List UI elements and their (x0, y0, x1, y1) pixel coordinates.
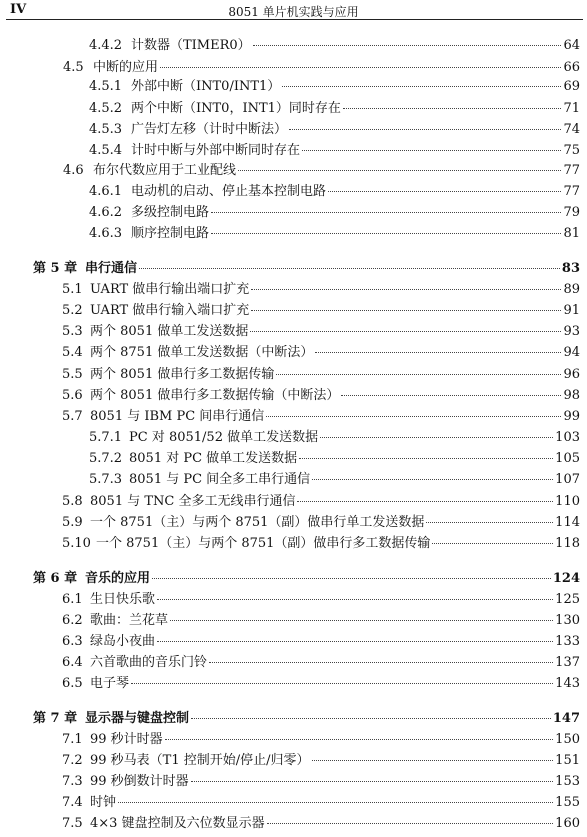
dot-leader (191, 781, 553, 782)
dot-leader (131, 683, 553, 684)
page-ref: 81 (563, 226, 580, 241)
section-title: 生日快乐歌 (90, 592, 156, 607)
toc-entry (89, 78, 580, 96)
toc-entry (62, 514, 580, 532)
section-number: 5.9 (62, 515, 83, 530)
toc-entry (89, 450, 580, 468)
section-number: 5.2 (62, 303, 83, 318)
toc-entry (89, 429, 580, 447)
page-ref: 130 (555, 613, 580, 628)
chapter-entry (33, 710, 580, 728)
section-title: 顺序控制电路 (131, 226, 210, 241)
section-title: 布尔代数应用于工业配线 (93, 163, 237, 178)
page-ref: 64 (563, 38, 580, 53)
chapter-entry (33, 260, 580, 278)
section-number: 4.5.2 (89, 101, 123, 116)
toc-entry (62, 344, 580, 362)
page-ref: 69 (563, 79, 580, 94)
page-ref: 93 (563, 324, 580, 339)
page-ref: 151 (555, 753, 580, 768)
section-number: 5.7.3 (89, 472, 123, 487)
toc-entry (62, 281, 580, 299)
page-ref: 125 (555, 592, 580, 607)
page-ref: 96 (563, 367, 580, 382)
section-title: 两个 8051 做单工发送数据 (90, 324, 249, 339)
section-title: 多级控制电路 (131, 205, 210, 220)
section-title: 外部中断（INT0/INT1） (131, 79, 281, 94)
toc-entry (89, 204, 580, 222)
section-number: 5.1 (62, 282, 83, 297)
dot-leader (426, 522, 553, 523)
section-title: 99 秒计时器 (90, 732, 163, 747)
section-number: 第 6 章 (33, 571, 78, 586)
section-number: 7.3 (62, 774, 83, 789)
dot-leader (157, 641, 553, 642)
dot-leader (312, 760, 554, 761)
section-number: 4.6.3 (89, 226, 123, 241)
page-number: IV (10, 2, 27, 17)
dot-leader (320, 437, 553, 438)
toc-entry (62, 408, 580, 426)
section-number: 5.4 (62, 345, 83, 360)
toc-entry (62, 612, 580, 630)
dot-leader (341, 395, 561, 396)
section-title: 两个 8051 做串行多工数据传输（中断法） (90, 388, 340, 403)
page-ref: 110 (555, 494, 580, 509)
dot-leader (315, 352, 561, 353)
dot-leader (266, 416, 561, 417)
toc-entry (62, 675, 580, 693)
section-title: 4×3 键盘控制及六位数显示器 (90, 816, 265, 831)
toc-entry (62, 654, 580, 672)
toc-entry (89, 183, 580, 201)
section-number: 4.6.2 (89, 205, 123, 220)
section-number: 6.2 (62, 613, 83, 628)
section-title: 8051 与 PC 间全多工串行通信 (129, 472, 311, 487)
page-ref: 118 (555, 536, 580, 551)
dot-leader (139, 268, 560, 269)
section-title: 绿岛小夜曲 (90, 634, 156, 649)
section-number: 6.5 (62, 676, 83, 691)
toc-entry (62, 752, 580, 770)
section-number: 6.4 (62, 655, 83, 670)
dot-leader (157, 599, 553, 600)
page-ref: 147 (552, 711, 580, 726)
section-title: 六首歌曲的音乐门铃 (90, 655, 208, 670)
section-number: 5.3 (62, 324, 83, 339)
toc-entry (62, 815, 580, 833)
section-number: 7.4 (62, 795, 83, 810)
dot-leader (211, 212, 561, 213)
section-title: 串行通信 (85, 261, 138, 276)
dot-leader (118, 802, 553, 803)
section-title: 99 秒倒数计时器 (90, 774, 189, 789)
toc-entry (89, 142, 580, 160)
dot-leader (160, 67, 561, 68)
toc-entry (62, 366, 580, 384)
dot-leader (251, 289, 561, 290)
section-title: 广告灯左移（计时中断法） (131, 122, 288, 137)
section-number: 第 7 章 (33, 711, 78, 726)
page-ref: 71 (563, 101, 580, 116)
section-title: 8051 与 IBM PC 间串行通信 (90, 409, 265, 424)
section-title: UART 做串行输入端口扩充 (90, 303, 250, 318)
section-number: 5.10 (62, 536, 91, 551)
toc-entry (62, 794, 580, 812)
toc-entry (62, 493, 580, 511)
toc-entry (62, 731, 580, 749)
section-number: 5.5 (62, 367, 83, 382)
dot-leader (211, 233, 561, 234)
toc-entry (63, 59, 580, 77)
page-ref: 74 (563, 122, 580, 137)
page-ref: 83 (561, 261, 580, 276)
page-ref: 155 (555, 795, 580, 810)
page-header (0, 0, 587, 22)
dot-leader (299, 458, 553, 459)
section-title: 电子琴 (90, 676, 130, 691)
section-title: 歌曲：兰花草 (90, 613, 169, 628)
section-number: 5.7 (62, 409, 83, 424)
dot-leader (328, 191, 561, 192)
section-number: 4.6 (63, 163, 84, 178)
section-number: 4.6.1 (89, 184, 123, 199)
section-title: 两个 8051 做串行多工数据传输 (90, 367, 275, 382)
page-ref: 143 (555, 676, 580, 691)
toc-entry (63, 162, 580, 180)
toc-entry (89, 225, 580, 243)
toc-entry (62, 591, 580, 609)
page-ref: 91 (563, 303, 580, 318)
section-number: 5.8 (62, 494, 83, 509)
page-ref: 98 (563, 388, 580, 403)
toc-entry (62, 323, 580, 341)
page-ref: 75 (563, 143, 580, 158)
dot-leader (312, 479, 553, 480)
dot-leader (289, 129, 561, 130)
dot-leader (253, 45, 562, 46)
page-ref: 79 (563, 205, 580, 220)
page-ref: 153 (555, 774, 580, 789)
running-title: 8051 单片机实践与应用 (228, 5, 359, 19)
header-rule (6, 19, 583, 20)
dot-leader (209, 662, 553, 663)
section-number: 5.6 (62, 388, 83, 403)
toc-entry (89, 471, 580, 489)
page-ref: 133 (555, 634, 580, 649)
dot-leader (276, 374, 561, 375)
toc-entry (62, 535, 580, 553)
page-ref: 66 (563, 60, 580, 75)
page-ref: 105 (555, 451, 580, 466)
section-title: 时钟 (90, 795, 117, 810)
section-number: 5.7.2 (89, 451, 123, 466)
section-title: 显示器与键盘控制 (85, 711, 190, 726)
dot-leader (282, 86, 561, 87)
page-ref: 114 (555, 515, 580, 530)
section-number: 7.1 (62, 732, 83, 747)
page-ref: 77 (563, 163, 580, 178)
section-number: 4.5.3 (89, 122, 123, 137)
section-title: 计时中断与外部中断同时存在 (131, 143, 301, 158)
section-title: 两个中断（INT0，INT1）同时存在 (131, 101, 341, 116)
page-ref: 137 (555, 655, 580, 670)
dot-leader (267, 823, 554, 824)
toc-entry (62, 633, 580, 651)
section-title: 计数器（TIMER0） (131, 38, 251, 53)
dot-leader (297, 501, 553, 502)
section-number: 4.4.2 (89, 38, 123, 53)
chapter-entry (33, 570, 580, 588)
page-ref: 89 (563, 282, 580, 297)
section-number: 6.3 (62, 634, 83, 649)
dot-leader (170, 620, 553, 621)
section-title: UART 做串行输出端口扩充 (90, 282, 250, 297)
dot-leader (432, 543, 553, 544)
page-ref: 160 (555, 816, 580, 831)
page-ref: 77 (563, 184, 580, 199)
toc-entry (62, 302, 580, 320)
dot-leader (343, 108, 562, 109)
section-title: 音乐的应用 (85, 571, 151, 586)
section-title: 电动机的启动、停止基本控制电路 (131, 184, 327, 199)
section-title: 两个 8751 做单工发送数据（中断法） (90, 345, 314, 360)
toc-entry (89, 100, 580, 118)
page-ref: 107 (555, 472, 580, 487)
section-number: 7.5 (62, 816, 83, 831)
section-title: 中断的应用 (93, 60, 159, 75)
section-title: 8051 与 TNC 全多工无线串行通信 (90, 494, 296, 509)
toc-entry (89, 121, 580, 139)
section-number: 5.7.1 (89, 430, 123, 445)
page-ref: 150 (555, 732, 580, 747)
dot-leader (250, 331, 561, 332)
page-ref: 103 (555, 430, 580, 445)
section-title: PC 对 8051/52 做单工发送数据 (129, 430, 319, 445)
dot-leader (191, 718, 551, 719)
dot-leader (152, 578, 551, 579)
dot-leader (251, 310, 561, 311)
page-ref: 99 (563, 409, 580, 424)
section-title: 8051 对 PC 做单工发送数据 (129, 451, 298, 466)
section-title: 一个 8751（主）与两个 8751（副）做串行单工发送数据 (90, 515, 425, 530)
page-ref: 94 (563, 345, 580, 360)
section-title: 99 秒马表（T1 控制开始/停止/归零） (90, 753, 310, 768)
page-ref: 124 (552, 571, 580, 586)
dot-leader (165, 739, 553, 740)
toc-entry (62, 387, 580, 405)
section-number: 4.5.1 (89, 79, 123, 94)
section-number: 6.1 (62, 592, 83, 607)
section-title: 一个 8751（主）与两个 8751（副）做串行多工数据传输 (96, 536, 431, 551)
toc-entry (89, 37, 580, 55)
section-number: 4.5 (63, 60, 84, 75)
dot-leader (302, 150, 561, 151)
section-number: 7.2 (62, 753, 83, 768)
section-number: 4.5.4 (89, 143, 123, 158)
toc-entry (62, 773, 580, 791)
section-number: 第 5 章 (33, 261, 78, 276)
dot-leader (238, 170, 561, 171)
